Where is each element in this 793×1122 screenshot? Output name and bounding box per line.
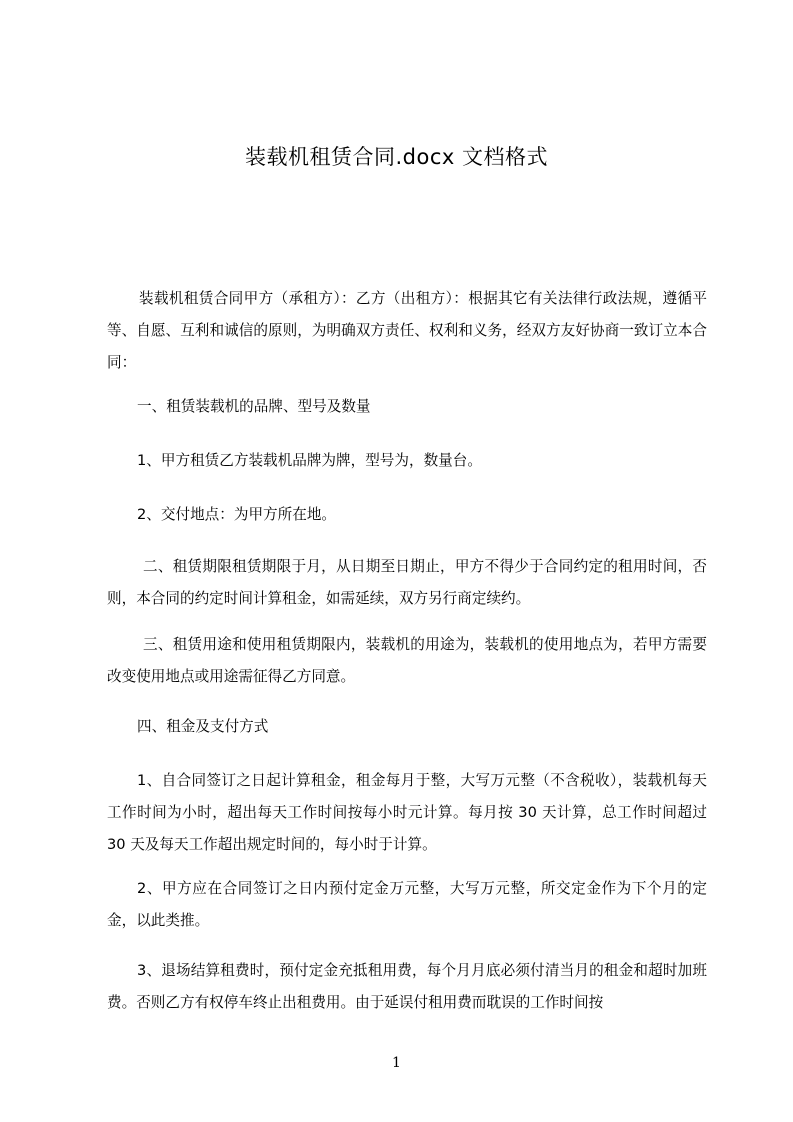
paragraph-section-2: 二、租赁期限租赁期限于月，从日期至日期止，甲方不得少于合同约定的租用时间，否则，本合同的约定时间计算租金，如需延续，双方另行商定续约。 — [107, 558, 707, 607]
document-title: 装载机租赁合同.docx 文档格式 — [244, 145, 548, 169]
paragraph-intro: 装载机租赁合同甲方（承租方）：乙方（出租方）：根据其它有关法律行政法规，遵循平等、自愿、互利和诚信的原则，为明确双方责任、权利和义务，经双方友好协商一致订立本合同： — [107, 290, 707, 371]
paragraph-4-3: 3、退场结算租费时，预付定金充抵租用费，每个月月底必须付清当月的租金和超时加班费。否则乙方有权停车终止出租费用。由于延误付租用费而耽误的工作时间按 — [107, 962, 707, 1011]
page-number: 1 — [392, 1055, 401, 1071]
heading-section-4: 四、租金及支付方式 — [137, 718, 269, 735]
paragraph-section-3: 三、租赁用途和使用租赁期限内，装载机的用途为，装载机的使用地点为，若甲方需要改变使用地点或用途需征得乙方同意。 — [107, 636, 707, 685]
paragraph-4-1: 1、自合同签订之日起计算租金，租金每月于整，大写万元整（不含税收），装载机每天工作时间为小时，超出每天工作时间按每小时元计算。每月按 30 天计算，总工作时间超过 30 天及每天工作超出规定时间的，每小时于计算。 — [107, 772, 707, 853]
heading-section-1: 一、租赁装载机的品牌、型号及数量 — [137, 398, 371, 415]
paragraph-1-2: 2、交付地点：为甲方所在地。 — [137, 506, 337, 523]
paragraph-4-2: 2、甲方应在合同签订之日内预付定金万元整，大写万元整，所交定金作为下个月的定金，以此类推。 — [107, 880, 707, 929]
paragraph-1-1: 1、甲方租赁乙方装载机品牌为牌，型号为，数量台。 — [137, 452, 482, 469]
